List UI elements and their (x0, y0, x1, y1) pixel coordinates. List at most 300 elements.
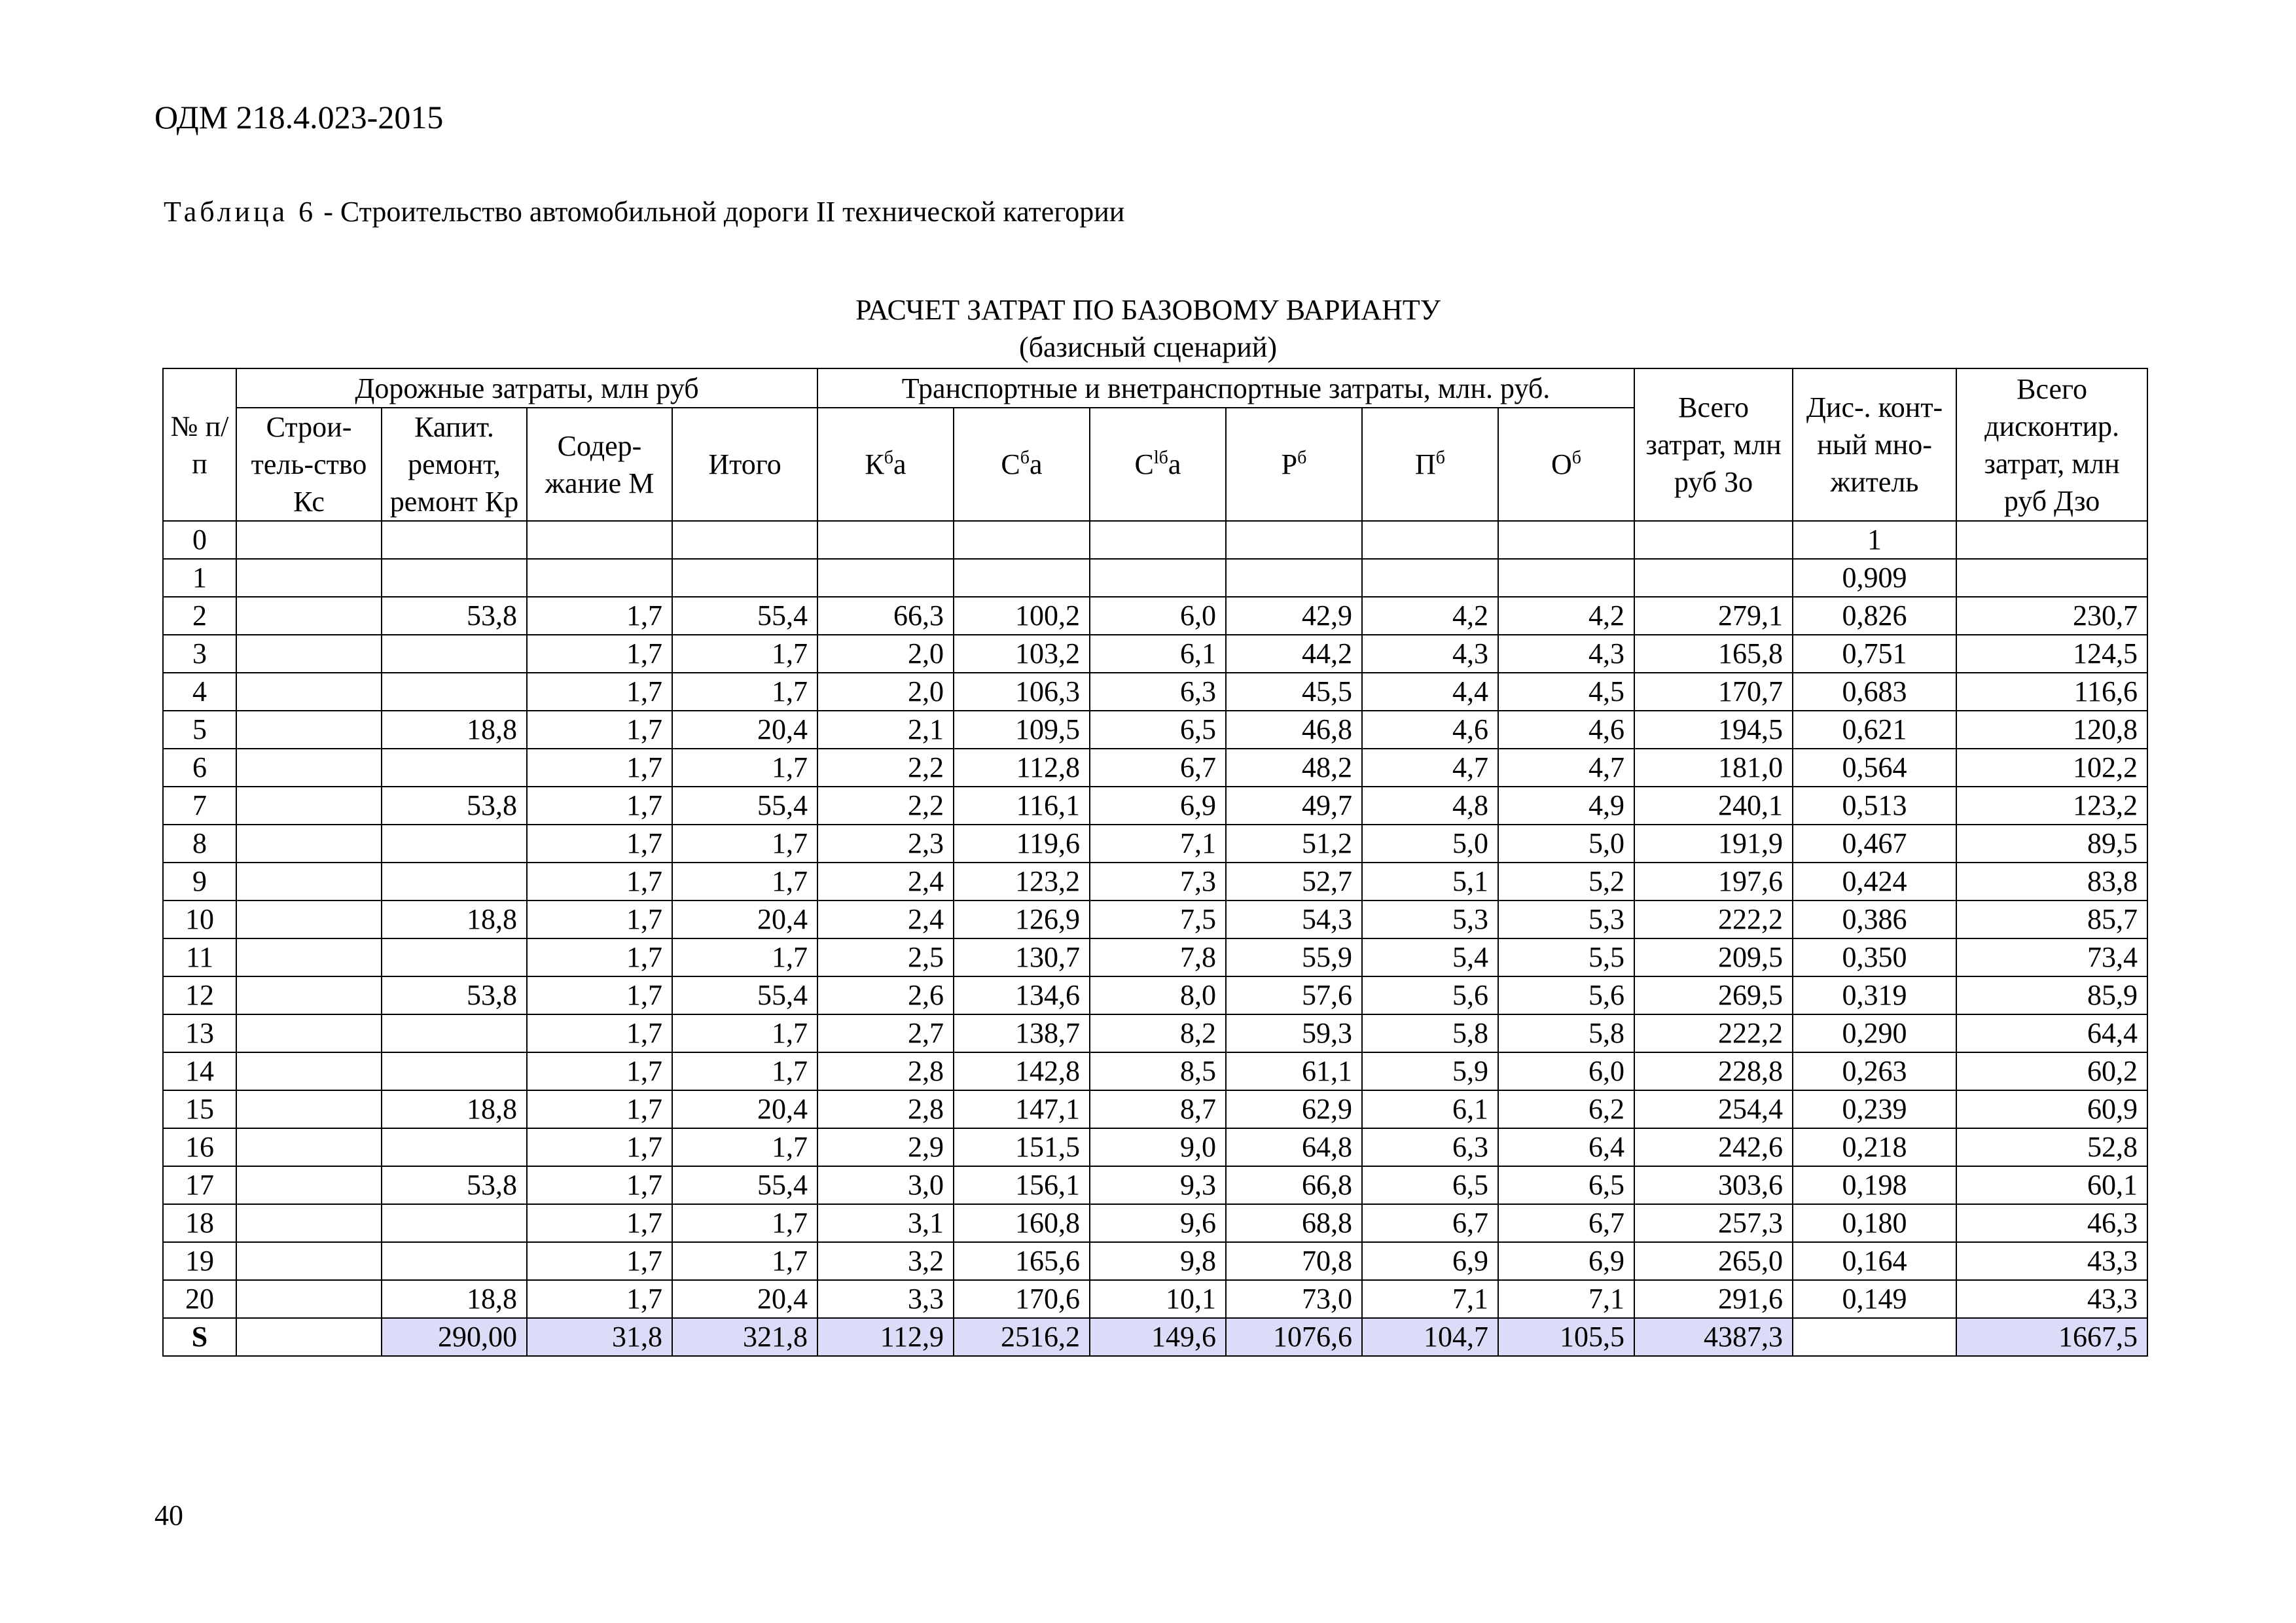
table-caption (164, 195, 1124, 228)
table-row (163, 1280, 2147, 1318)
k-base-cell: 3,0 (817, 1166, 954, 1204)
maintenance-cell: 1,7 (527, 749, 672, 787)
header-o-base: $О^б$ (1498, 408, 1634, 521)
year-cell: 18 (163, 1204, 236, 1242)
table-row (163, 901, 2147, 938)
p-base-cell: 49,7 (1226, 787, 1362, 825)
cl-base-cell: 8,2 (1090, 1014, 1226, 1052)
discount-multiplier-cell: 0,350 (1793, 938, 1956, 976)
p-base-cell: 48,2 (1226, 749, 1362, 787)
discount-multiplier-cell: 0,683 (1793, 673, 1956, 711)
c-base-cell: 126,9 (954, 901, 1090, 938)
table-row (163, 1166, 2147, 1204)
p-base-cell: 52,7 (1226, 863, 1362, 901)
maintenance-cell: 1,7 (527, 1242, 672, 1280)
pi-base-cell: 5,6 (1362, 976, 1498, 1014)
cl-base-cell (1090, 559, 1226, 597)
header-k-base: $К^ба$ (817, 408, 954, 521)
road-total-cell: 55,4 (672, 1166, 817, 1204)
cl-base-cell: 6,0 (1090, 597, 1226, 635)
k-base-cell: 66,3 (817, 597, 954, 635)
construction-cell (236, 1318, 382, 1356)
capital-repair-cell (382, 559, 527, 597)
year-cell: 1 (163, 559, 236, 597)
pi-base-cell: 6,7 (1362, 1204, 1498, 1242)
capital-repair-cell: 53,8 (382, 597, 527, 635)
k-base-cell: 3,3 (817, 1280, 954, 1318)
road-total-cell: 1,7 (672, 938, 817, 976)
year-cell: 0 (163, 521, 236, 559)
o-base-cell: 5,8 (1498, 1014, 1634, 1052)
construction-cell (236, 673, 382, 711)
construction-cell (236, 1280, 382, 1318)
year-cell: 17 (163, 1166, 236, 1204)
k-base-cell: 3,2 (817, 1242, 954, 1280)
cl-base-cell: 9,8 (1090, 1242, 1226, 1280)
o-base-cell (1498, 559, 1634, 597)
k-base-cell: 2,8 (817, 1090, 954, 1128)
p-base-cell: 73,0 (1226, 1280, 1362, 1318)
pi-base-cell: 5,1 (1362, 863, 1498, 901)
cl-base-cell: 8,7 (1090, 1090, 1226, 1128)
discounted-total-cell: 123,2 (1956, 787, 2147, 825)
construction-cell (236, 1090, 382, 1128)
p-base-cell: 59,3 (1226, 1014, 1362, 1052)
o-base-cell: 4,5 (1498, 673, 1634, 711)
table-row (163, 749, 2147, 787)
k-base-cell: 2,5 (817, 938, 954, 976)
road-total-cell (672, 521, 817, 559)
total-cell: 222,2 (1634, 1014, 1793, 1052)
c-base-cell: 165,6 (954, 1242, 1090, 1280)
construction-cell (236, 787, 382, 825)
capital-repair-cell (382, 1052, 527, 1090)
k-base-cell: 2,6 (817, 976, 954, 1014)
table-row (163, 938, 2147, 976)
pi-base-cell: 7,1 (1362, 1280, 1498, 1318)
discounted-total-cell: 1667,5 (1956, 1318, 2147, 1356)
road-total-cell: 55,4 (672, 787, 817, 825)
discounted-total-cell: 73,4 (1956, 938, 2147, 976)
header-maintenance: Содер-жание М (527, 408, 672, 521)
discounted-total-cell: 46,3 (1956, 1204, 2147, 1242)
o-base-cell: 6,2 (1498, 1090, 1634, 1128)
header-construction: Строи-тель-ство Кс (236, 408, 382, 521)
c-base-cell: 106,3 (954, 673, 1090, 711)
discounted-total-cell: 60,9 (1956, 1090, 2147, 1128)
cl-base-cell: 149,6 (1090, 1318, 1226, 1356)
total-cell: 209,5 (1634, 938, 1793, 976)
discount-multiplier-cell: 0,467 (1793, 825, 1956, 863)
discount-multiplier-cell: 0,180 (1793, 1204, 1956, 1242)
total-cell: 254,4 (1634, 1090, 1793, 1128)
p-base-cell: 42,9 (1226, 597, 1362, 635)
discount-multiplier-cell: 0,239 (1793, 1090, 1956, 1128)
year-cell: 6 (163, 749, 236, 787)
cl-base-cell: 9,6 (1090, 1204, 1226, 1242)
construction-cell (236, 635, 382, 673)
c-base-cell: 100,2 (954, 597, 1090, 635)
capital-repair-cell (382, 825, 527, 863)
p-base-cell: 46,8 (1226, 711, 1362, 749)
discount-multiplier-cell: 0,290 (1793, 1014, 1956, 1052)
cl-base-cell: 6,7 (1090, 749, 1226, 787)
o-base-cell: 4,3 (1498, 635, 1634, 673)
sum-row (163, 1318, 2147, 1356)
c-base-cell: 123,2 (954, 863, 1090, 901)
year-cell: 10 (163, 901, 236, 938)
capital-repair-cell: 18,8 (382, 1280, 527, 1318)
maintenance-cell: 1,7 (527, 711, 672, 749)
pi-base-cell: 4,2 (1362, 597, 1498, 635)
maintenance-cell: 1,7 (527, 597, 672, 635)
road-total-cell: 55,4 (672, 597, 817, 635)
discounted-total-cell: 43,3 (1956, 1280, 2147, 1318)
table-body (163, 521, 2147, 1356)
total-cell: 191,9 (1634, 825, 1793, 863)
k-base-cell: 112,9 (817, 1318, 954, 1356)
year-cell: 8 (163, 825, 236, 863)
capital-repair-cell: 53,8 (382, 976, 527, 1014)
header-transport-costs: Транспортные и внетранспортные затраты, млн. руб. (817, 368, 1634, 408)
year-cell: 20 (163, 1280, 236, 1318)
discount-multiplier-cell: 0,386 (1793, 901, 1956, 938)
header-road-total: Итого (672, 408, 817, 521)
table-row (163, 787, 2147, 825)
c-base-cell: 109,5 (954, 711, 1090, 749)
road-total-cell: 1,7 (672, 1204, 817, 1242)
capital-repair-cell (382, 673, 527, 711)
k-base-cell: 2,4 (817, 863, 954, 901)
year-cell: 2 (163, 597, 236, 635)
p-base-cell: 51,2 (1226, 825, 1362, 863)
capital-repair-cell (382, 749, 527, 787)
maintenance-cell: 1,7 (527, 1280, 672, 1318)
table-row (163, 635, 2147, 673)
p-base-cell: 68,8 (1226, 1204, 1362, 1242)
p-base-cell: 44,2 (1226, 635, 1362, 673)
capital-repair-cell: 53,8 (382, 1166, 527, 1204)
construction-cell (236, 976, 382, 1014)
construction-cell (236, 901, 382, 938)
discounted-total-cell (1956, 521, 2147, 559)
c-base-cell (954, 559, 1090, 597)
construction-cell (236, 825, 382, 863)
capital-repair-cell (382, 938, 527, 976)
header-capital-repair: Капит. ремонт, ремонт Кр (382, 408, 527, 521)
total-cell (1634, 521, 1793, 559)
k-base-cell: 2,2 (817, 749, 954, 787)
pi-base-cell (1362, 521, 1498, 559)
header-p-base: $Р^б$ (1226, 408, 1362, 521)
total-cell: 197,6 (1634, 863, 1793, 901)
o-base-cell: 6,0 (1498, 1052, 1634, 1090)
cl-base-cell: 6,9 (1090, 787, 1226, 825)
construction-cell (236, 521, 382, 559)
road-total-cell: 20,4 (672, 711, 817, 749)
maintenance-cell: 1,7 (527, 673, 672, 711)
discount-multiplier-cell: 0,909 (1793, 559, 1956, 597)
o-base-cell: 5,6 (1498, 976, 1634, 1014)
k-base-cell: 2,1 (817, 711, 954, 749)
capital-repair-cell (382, 1204, 527, 1242)
construction-cell (236, 597, 382, 635)
capital-repair-cell (382, 1242, 527, 1280)
calc-subtitle: (базисный сценарий) (1018, 331, 1278, 363)
table-row (163, 1128, 2147, 1166)
c-base-cell: 156,1 (954, 1166, 1090, 1204)
p-base-cell (1226, 521, 1362, 559)
table-row (163, 559, 2147, 597)
table-row (163, 825, 2147, 863)
table-row (163, 597, 2147, 635)
cl-base-cell: 6,3 (1090, 673, 1226, 711)
k-base-cell: 2,3 (817, 825, 954, 863)
maintenance-cell: 1,7 (527, 1166, 672, 1204)
road-total-cell: 20,4 (672, 1090, 817, 1128)
capital-repair-cell (382, 1128, 527, 1166)
pi-base-cell: 4,4 (1362, 673, 1498, 711)
discount-multiplier-cell (1793, 1318, 1956, 1356)
pi-base-cell: 5,0 (1362, 825, 1498, 863)
construction-cell (236, 559, 382, 597)
construction-cell (236, 863, 382, 901)
road-total-cell: 321,8 (672, 1318, 817, 1356)
c-base-cell: 119,6 (954, 825, 1090, 863)
table-row (163, 1052, 2147, 1090)
header-total: Всего затрат, млн руб Зо (1634, 368, 1793, 521)
cl-base-cell: 7,8 (1090, 938, 1226, 976)
discount-multiplier-cell: 0,564 (1793, 749, 1956, 787)
p-base-cell: 70,8 (1226, 1242, 1362, 1280)
o-base-cell: 6,4 (1498, 1128, 1634, 1166)
pi-base-cell: 4,8 (1362, 787, 1498, 825)
discount-multiplier-cell: 0,826 (1793, 597, 1956, 635)
maintenance-cell: 1,7 (527, 1014, 672, 1052)
year-cell: 11 (163, 938, 236, 976)
total-cell: 181,0 (1634, 749, 1793, 787)
table-row (163, 1242, 2147, 1280)
construction-cell (236, 749, 382, 787)
discounted-total-cell: 116,6 (1956, 673, 2147, 711)
road-total-cell: 1,7 (672, 1014, 817, 1052)
maintenance-cell: 1,7 (527, 787, 672, 825)
capital-repair-cell: 18,8 (382, 711, 527, 749)
road-total-cell: 55,4 (672, 976, 817, 1014)
discount-multiplier-cell: 0,218 (1793, 1128, 1956, 1166)
o-base-cell: 5,0 (1498, 825, 1634, 863)
maintenance-cell (527, 559, 672, 597)
header-c-base: $С^ба$ (954, 408, 1090, 521)
c-base-cell: 151,5 (954, 1128, 1090, 1166)
p-base-cell: 62,9 (1226, 1090, 1362, 1128)
o-base-cell: 5,2 (1498, 863, 1634, 901)
p-base-cell: 66,8 (1226, 1166, 1362, 1204)
o-base-cell: 5,3 (1498, 901, 1634, 938)
c-base-cell: 147,1 (954, 1090, 1090, 1128)
discounted-total-cell: 85,9 (1956, 976, 2147, 1014)
total-cell: 257,3 (1634, 1204, 1793, 1242)
table-row (163, 1090, 2147, 1128)
pi-base-cell: 4,7 (1362, 749, 1498, 787)
pi-base-cell: 4,6 (1362, 711, 1498, 749)
discounted-total-cell: 89,5 (1956, 825, 2147, 863)
table-row (163, 1014, 2147, 1052)
total-cell: 228,8 (1634, 1052, 1793, 1090)
total-cell: 291,6 (1634, 1280, 1793, 1318)
header-discount-multiplier: Дис-. конт-ный мно-житель (1793, 368, 1956, 521)
discounted-total-cell: 120,8 (1956, 711, 2147, 749)
header-num: № п/п (163, 368, 236, 521)
total-cell: 222,2 (1634, 901, 1793, 938)
o-base-cell: 4,2 (1498, 597, 1634, 635)
pi-base-cell: 6,9 (1362, 1242, 1498, 1280)
maintenance-cell: 1,7 (527, 1128, 672, 1166)
k-base-cell (817, 521, 954, 559)
pi-base-cell: 6,1 (1362, 1090, 1498, 1128)
construction-cell (236, 1166, 382, 1204)
maintenance-cell: 1,7 (527, 976, 672, 1014)
header-discounted-total: Всего дисконтир. затрат, млн руб Дзо (1956, 368, 2147, 521)
construction-cell (236, 711, 382, 749)
header-road-costs: Дорожные затраты, млн руб (236, 368, 817, 408)
cl-base-cell: 7,5 (1090, 901, 1226, 938)
construction-cell (236, 1128, 382, 1166)
total-cell: 265,0 (1634, 1242, 1793, 1280)
maintenance-cell (527, 521, 672, 559)
table-row (163, 711, 2147, 749)
capital-repair-cell: 18,8 (382, 1090, 527, 1128)
construction-cell (236, 1204, 382, 1242)
maintenance-cell: 1,7 (527, 863, 672, 901)
road-total-cell: 1,7 (672, 1242, 817, 1280)
year-cell: 15 (163, 1090, 236, 1128)
table-caption-prefix: Таблица 6 (164, 196, 317, 228)
c-base-cell: 116,1 (954, 787, 1090, 825)
c-base-cell: 138,7 (954, 1014, 1090, 1052)
discounted-total-cell: 102,2 (1956, 749, 2147, 787)
c-base-cell: 103,2 (954, 635, 1090, 673)
discount-multiplier-cell: 0,424 (1793, 863, 1956, 901)
pi-base-cell: 5,9 (1362, 1052, 1498, 1090)
pi-base-cell: 5,8 (1362, 1014, 1498, 1052)
capital-repair-cell (382, 1014, 527, 1052)
discount-multiplier-cell: 0,319 (1793, 976, 1956, 1014)
road-total-cell: 1,7 (672, 673, 817, 711)
year-cell: 4 (163, 673, 236, 711)
road-total-cell: 1,7 (672, 863, 817, 901)
maintenance-cell: 1,7 (527, 938, 672, 976)
total-cell: 303,6 (1634, 1166, 1793, 1204)
cl-base-cell: 10,1 (1090, 1280, 1226, 1318)
header-cl-base: $С^{lб}а$ (1090, 408, 1226, 521)
year-cell: 13 (163, 1014, 236, 1052)
year-cell: 7 (163, 787, 236, 825)
discount-multiplier-cell: 0,513 (1793, 787, 1956, 825)
road-total-cell: 20,4 (672, 901, 817, 938)
pi-base-cell: 5,3 (1362, 901, 1498, 938)
year-cell: 12 (163, 976, 236, 1014)
total-cell: 242,6 (1634, 1128, 1793, 1166)
o-base-cell: 5,5 (1498, 938, 1634, 976)
maintenance-cell: 31,8 (527, 1318, 672, 1356)
total-cell: 165,8 (1634, 635, 1793, 673)
discounted-total-cell: 85,7 (1956, 901, 2147, 938)
page-number: 40 (154, 1499, 183, 1531)
discounted-total-cell: 230,7 (1956, 597, 2147, 635)
k-base-cell: 2,8 (817, 1052, 954, 1090)
c-base-cell: 2516,2 (954, 1318, 1090, 1356)
discounted-total-cell: 124,5 (1956, 635, 2147, 673)
k-base-cell: 2,7 (817, 1014, 954, 1052)
discounted-total-cell: 60,2 (1956, 1052, 2147, 1090)
total-cell: 240,1 (1634, 787, 1793, 825)
discount-multiplier-cell: 0,164 (1793, 1242, 1956, 1280)
maintenance-cell: 1,7 (527, 1052, 672, 1090)
table-row (163, 673, 2147, 711)
maintenance-cell: 1,7 (527, 635, 672, 673)
discount-multiplier-cell: 0,263 (1793, 1052, 1956, 1090)
calc-title: РАСЧЕТ ЗАТРАТ ПО БАЗОВОМУ ВАРИАНТУ (855, 294, 1441, 326)
construction-cell (236, 1242, 382, 1280)
construction-cell (236, 938, 382, 976)
road-total-cell: 1,7 (672, 1052, 817, 1090)
p-base-cell: 54,3 (1226, 901, 1362, 938)
year-cell: 3 (163, 635, 236, 673)
capital-repair-cell (382, 635, 527, 673)
cost-table (162, 368, 2148, 1357)
road-total-cell: 1,7 (672, 1128, 817, 1166)
year-cell: S (163, 1318, 236, 1356)
c-base-cell: 112,8 (954, 749, 1090, 787)
o-base-cell: 7,1 (1498, 1280, 1634, 1318)
c-base-cell: 134,6 (954, 976, 1090, 1014)
c-base-cell: 142,8 (954, 1052, 1090, 1090)
cl-base-cell: 6,5 (1090, 711, 1226, 749)
total-cell: 4387,3 (1634, 1318, 1793, 1356)
capital-repair-cell: 18,8 (382, 901, 527, 938)
construction-cell (236, 1014, 382, 1052)
p-base-cell: 57,6 (1226, 976, 1362, 1014)
discounted-total-cell: 60,1 (1956, 1166, 2147, 1204)
cl-base-cell (1090, 521, 1226, 559)
year-cell: 16 (163, 1128, 236, 1166)
maintenance-cell: 1,7 (527, 825, 672, 863)
total-cell: 194,5 (1634, 711, 1793, 749)
o-base-cell: 4,7 (1498, 749, 1634, 787)
pi-base-cell: 5,4 (1362, 938, 1498, 976)
p-base-cell: 45,5 (1226, 673, 1362, 711)
cl-base-cell: 8,5 (1090, 1052, 1226, 1090)
k-base-cell: 2,0 (817, 635, 954, 673)
k-base-cell: 2,9 (817, 1128, 954, 1166)
construction-cell (236, 1052, 382, 1090)
total-cell: 269,5 (1634, 976, 1793, 1014)
p-base-cell: 64,8 (1226, 1128, 1362, 1166)
capital-repair-cell (382, 521, 527, 559)
header-pi-base: $П^б$ (1362, 408, 1498, 521)
c-base-cell: 170,6 (954, 1280, 1090, 1318)
year-cell: 14 (163, 1052, 236, 1090)
c-base-cell: 160,8 (954, 1204, 1090, 1242)
k-base-cell: 2,2 (817, 787, 954, 825)
pi-base-cell (1362, 559, 1498, 597)
total-cell (1634, 559, 1793, 597)
table-row (163, 1204, 2147, 1242)
p-base-cell: 1076,6 (1226, 1318, 1362, 1356)
k-base-cell: 2,4 (817, 901, 954, 938)
capital-repair-cell: 53,8 (382, 787, 527, 825)
